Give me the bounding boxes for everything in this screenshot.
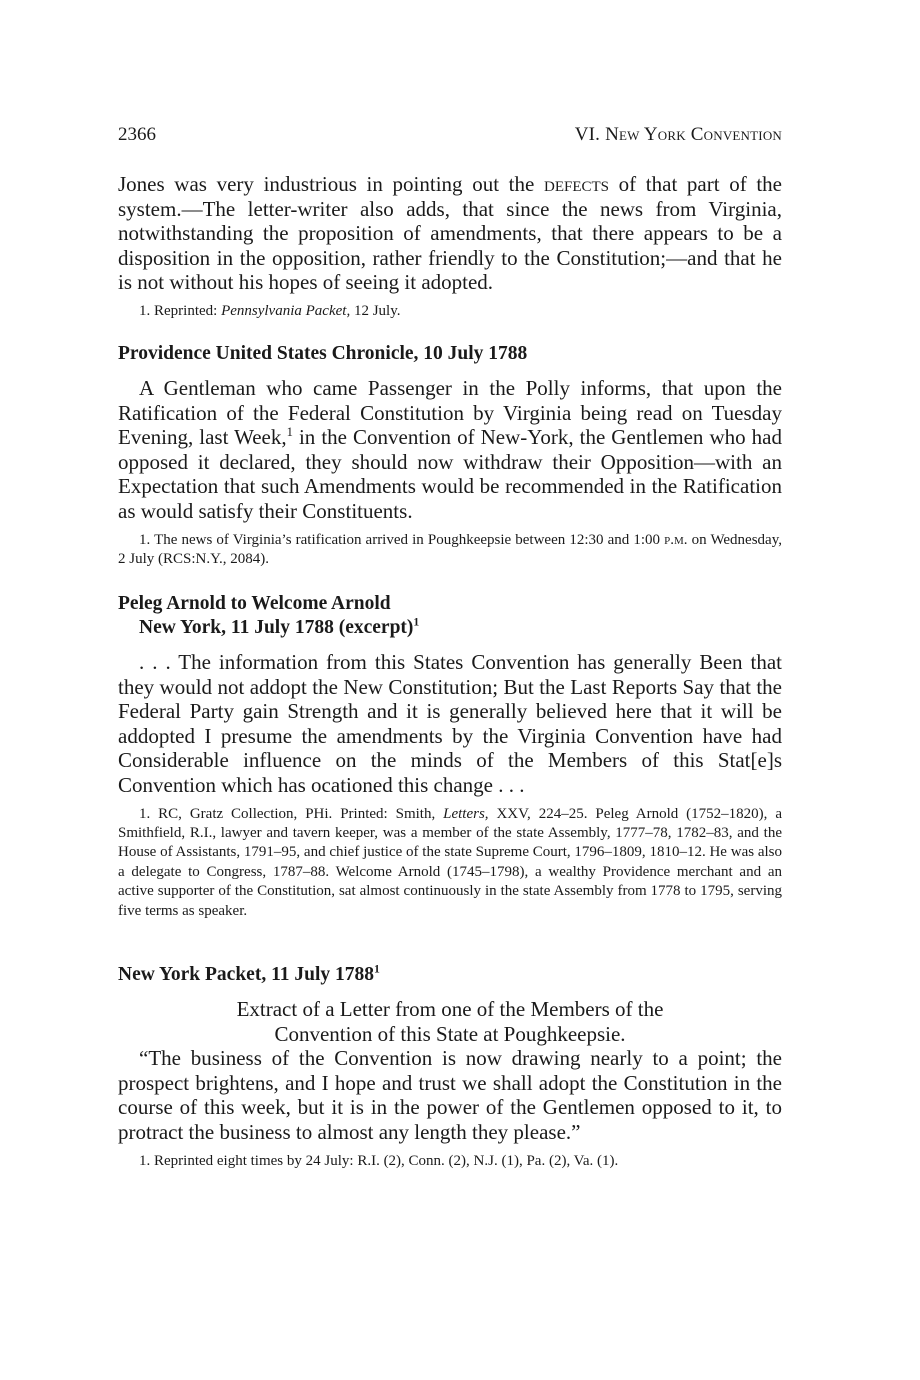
page-number: 2366 (118, 124, 156, 145)
footnote-marker: 1 (374, 962, 380, 976)
intro-block (118, 172, 782, 321)
heading-line-2: New York, 11 July 1788 (excerpt)$^1$ (139, 615, 420, 638)
section-footnote: 1. RC, Gratz Collection, PHi. Printed: Smith, Letters, XXV, 224–25. Peleg Arnold (1752–1820), a Smithfield, R.I., lawyer and tavern keeper, was a member of the state Assembly, 1777–78, 1782–83, and the House of Assistants, 1791–95, and chief justice of the state Supreme Court, 1796–1809, 1810–12. He was also a delegate to Congress, 1787–88. Welcome Arnold (1745–1798), a wealthy Providence merchant and an active supporter of the Constitution, sat almost continuously in the state Assembly from 1778 to 1795, serving five terms as speaker. (118, 805, 782, 919)
section-heading: New York Packet, 11 July 1788$^1$ (118, 962, 380, 985)
intro-paragraph: Jones was very industrious in pointing out the defects of that part of the system.—The letter-writer also adds, that since the news from Virginia, notwithstanding the proposition of amendments, that there appears to be a disposition in the opposition, rather friendly to the Constitution;—and that he is not without his hopes of seeing it adopted. (118, 172, 783, 295)
section-footnote: 1. Reprinted eight times by 24 July: R.I. (2), Conn. (2), N.J. (1), Pa. (2), Va. (1). (139, 1152, 619, 1169)
intro-footnote: 1. Reprinted: Pennsylvania Packet, 12 July. (139, 302, 401, 319)
footnote-marker: 1 (413, 615, 420, 629)
page-header (118, 124, 782, 146)
heading-line-1: Peleg Arnold to Welcome Arnold (118, 593, 391, 614)
section-footnote: 1. The news of Virginia’s ratification arrived in Poughkeepsie between 12:30 and 1:00 p.m. on Wednesday, 2 July (RCS:N.Y., 2084). (118, 531, 782, 567)
section-new-york-packet (118, 963, 782, 1171)
extract-caption: Extract of a Letter from one of the Members of the Convention of this State at Poughkeepsie. (236, 997, 664, 1046)
section-heading (118, 592, 782, 640)
section-peleg-arnold (118, 592, 782, 921)
footnote-marker: 1 (286, 425, 293, 440)
section-paragraph: “The business of the Convention is now drawing nearly to a point; the prospect brightens, and I hope and trust we shall adopt the Constitution in the course of this week, but it is in the power of the Gentlemen opposed to it, to protract the business to almost any length they please.” (118, 1046, 782, 1144)
section-paragraph: A Gentleman who came Passenger in the Polly informs, that upon the Ratification of the Federal Constitution by Virginia being read on Tuesday Evening, last Week,$^1$ in the Convention of New-York, the Gentlemen who had opposed it declared, they should now withdraw their Opposition—with an Expectation that such Amendments would be recommended in the Ratification as would satisfy their Constituents. (118, 376, 782, 523)
section-providence-chronicle (118, 342, 782, 569)
running-title: VI. New York Convention (574, 124, 782, 145)
section-paragraph: . . . The information from this States Convention has generally Been that they would not addopt the New Constitution; But the Last Reports Say that the Federal Party gain Strength and it is generally believed here that it will be addopted I presume the amendments by the Virginia Convention have had Considerable influence on the minds of the Members of this Stat[e]s Convention which has ocationed this change . . . (118, 650, 782, 797)
section-heading: Providence United States Chronicle, 10 July 1788 (118, 343, 528, 364)
defects-smallcaps: defects (543, 172, 609, 196)
